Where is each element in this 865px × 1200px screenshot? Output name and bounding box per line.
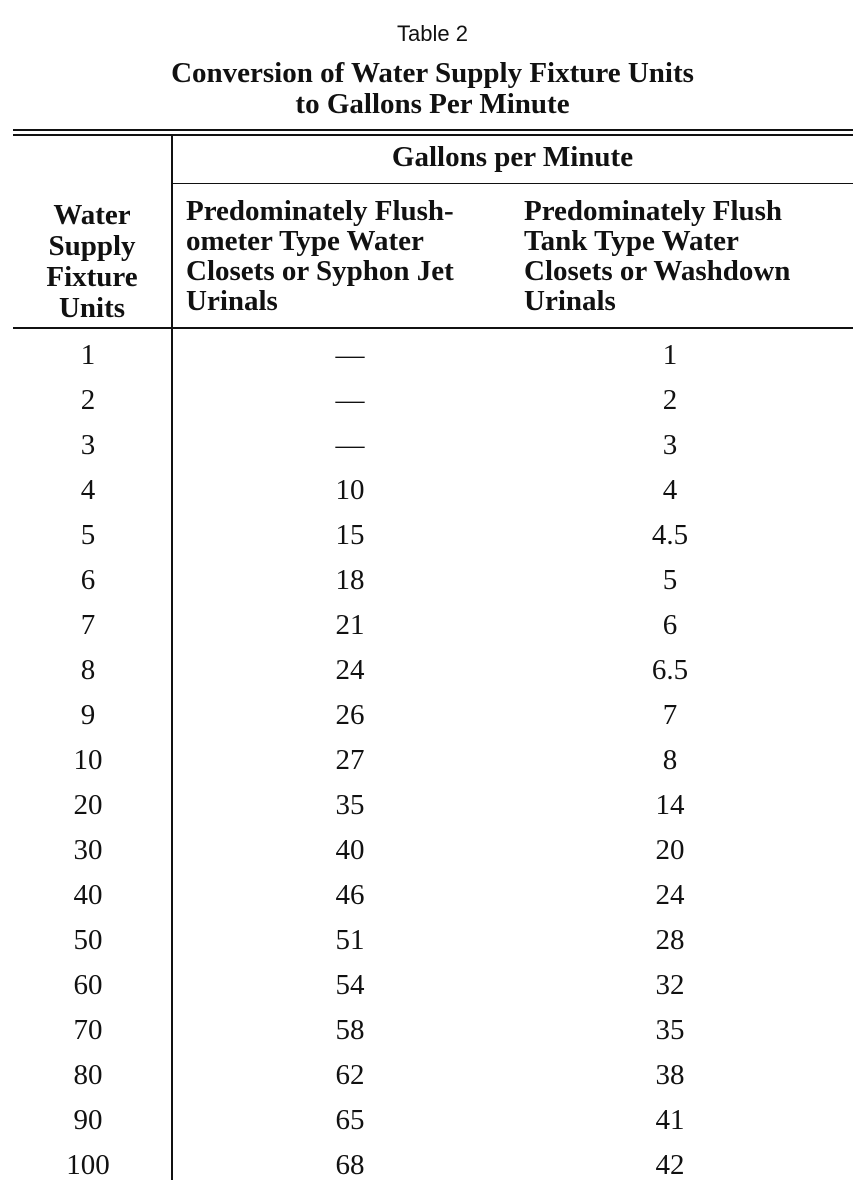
- column-header-line: Urinals: [186, 285, 278, 317]
- table-row: [0, 1102, 865, 1147]
- flush-tank-gpm-cell: 42: [655, 1149, 685, 1181]
- fixture-units-cell: 100: [66, 1149, 110, 1181]
- flush-tank-gpm-cell: 4.5: [651, 519, 689, 551]
- flush-tank-gpm-cell: 8: [662, 744, 678, 776]
- column-header-line: Tank Type Water: [524, 225, 739, 257]
- column-header-line: Water: [53, 199, 131, 231]
- column-header-line: ometer Type Water: [186, 225, 424, 257]
- flushometer-gpm-cell: 54: [335, 969, 365, 1001]
- column-header-flush-tank: [524, 196, 790, 316]
- top-rule: [13, 129, 853, 131]
- table-row: [0, 337, 865, 382]
- fixture-units-cell: 5: [80, 519, 96, 551]
- flushometer-gpm-cell: 15: [335, 519, 365, 551]
- fixture-units-cell: 9: [80, 699, 96, 731]
- table-row: [0, 472, 865, 517]
- column-header-line: Fixture: [46, 261, 138, 293]
- column-header-line: Closets or Syphon Jet: [186, 255, 454, 287]
- column-header-flushometer: [186, 196, 454, 316]
- flushometer-gpm-cell: 46: [335, 879, 365, 911]
- flushometer-gpm-cell: 51: [335, 924, 365, 956]
- fixture-units-cell: 3: [80, 429, 96, 461]
- column-header-line: Closets or Washdown: [524, 255, 791, 287]
- column-header-line: Predominately Flush: [524, 195, 783, 227]
- flushometer-gpm-cell: 10: [335, 474, 365, 506]
- flushometer-gpm-cell: 24: [335, 654, 365, 686]
- table-row: [0, 427, 865, 472]
- flush-tank-gpm-cell: 2: [662, 384, 678, 416]
- table-row: [0, 832, 865, 877]
- fixture-units-cell: 90: [73, 1104, 103, 1136]
- fixture-units-cell: 80: [73, 1059, 103, 1091]
- fixture-units-cell: 20: [73, 789, 103, 821]
- flushometer-gpm-cell: 26: [335, 699, 365, 731]
- flushometer-gpm-cell: 21: [335, 609, 365, 641]
- table-row: [0, 967, 865, 1012]
- column-header-line: Supply: [48, 230, 136, 262]
- column-header-line: Urinals: [524, 285, 616, 317]
- table-row: [0, 652, 865, 697]
- table-row: [0, 1147, 865, 1192]
- header-bottom-rule: [13, 327, 853, 329]
- flush-tank-gpm-cell: 32: [655, 969, 685, 1001]
- fixture-units-cell: 8: [80, 654, 96, 686]
- flushometer-gpm-cell: 27: [335, 744, 365, 776]
- flush-tank-gpm-cell: 6.5: [651, 654, 689, 686]
- flushometer-gpm-cell: —: [335, 384, 365, 416]
- table-body: [0, 337, 865, 1192]
- table-row: [0, 697, 865, 742]
- table-title-line-1: Conversion of Water Supply Fixture Units: [171, 57, 694, 89]
- flush-tank-gpm-cell: 35: [655, 1014, 685, 1046]
- flush-tank-gpm-cell: 4: [662, 474, 678, 506]
- flushometer-gpm-cell: 68: [335, 1149, 365, 1181]
- flushometer-gpm-cell: 40: [335, 834, 365, 866]
- fixture-units-cell: 1: [80, 339, 96, 371]
- flushometer-gpm-cell: 62: [335, 1059, 365, 1091]
- flushometer-gpm-cell: 58: [335, 1014, 365, 1046]
- flushometer-gpm-cell: —: [335, 339, 365, 371]
- table-label: Table 2: [397, 21, 468, 46]
- column-header-line: Predominately Flush-: [186, 195, 454, 227]
- fixture-units-cell: 6: [80, 564, 96, 596]
- fixture-units-cell: 7: [80, 609, 96, 641]
- flush-tank-gpm-cell: 38: [655, 1059, 685, 1091]
- table-title-line-2: to Gallons Per Minute: [295, 88, 570, 120]
- group-header-rule: [172, 183, 853, 184]
- fixture-units-cell: 4: [80, 474, 96, 506]
- flush-tank-gpm-cell: 28: [655, 924, 685, 956]
- flush-tank-gpm-cell: 5: [662, 564, 678, 596]
- column-header-line: Units: [58, 292, 126, 324]
- fixture-units-cell: 70: [73, 1014, 103, 1046]
- flushometer-gpm-cell: 18: [335, 564, 365, 596]
- flush-tank-gpm-cell: 20: [655, 834, 685, 866]
- flush-tank-gpm-cell: 41: [655, 1104, 685, 1136]
- table-row: [0, 787, 865, 832]
- fixture-units-cell: 40: [73, 879, 103, 911]
- table-row: [0, 607, 865, 652]
- flushometer-gpm-cell: —: [335, 429, 365, 461]
- table-row: [0, 877, 865, 922]
- table-row: [0, 562, 865, 607]
- table-row: [0, 1057, 865, 1102]
- flush-tank-gpm-cell: 6: [662, 609, 678, 641]
- table-row: [0, 922, 865, 967]
- table-row: [0, 517, 865, 562]
- table-row: [0, 742, 865, 787]
- fixture-units-cell: 10: [73, 744, 103, 776]
- fixture-units-cell: 60: [73, 969, 103, 1001]
- top-rule-double: [13, 134, 853, 136]
- table-row: [0, 1012, 865, 1057]
- table-title: [0, 58, 865, 120]
- group-header-gallons-per-minute: Gallons per Minute: [391, 141, 634, 173]
- flush-tank-gpm-cell: 14: [655, 789, 685, 821]
- fixture-units-cell: 2: [80, 384, 96, 416]
- flushometer-gpm-cell: 35: [335, 789, 365, 821]
- flushometer-gpm-cell: 65: [335, 1104, 365, 1136]
- flush-tank-gpm-cell: 24: [655, 879, 685, 911]
- column-header-fixture-units: [13, 200, 171, 324]
- flush-tank-gpm-cell: 1: [662, 339, 678, 371]
- table-row: [0, 382, 865, 427]
- flush-tank-gpm-cell: 7: [662, 699, 678, 731]
- fixture-units-cell: 30: [73, 834, 103, 866]
- fixture-units-cell: 50: [73, 924, 103, 956]
- flush-tank-gpm-cell: 3: [662, 429, 678, 461]
